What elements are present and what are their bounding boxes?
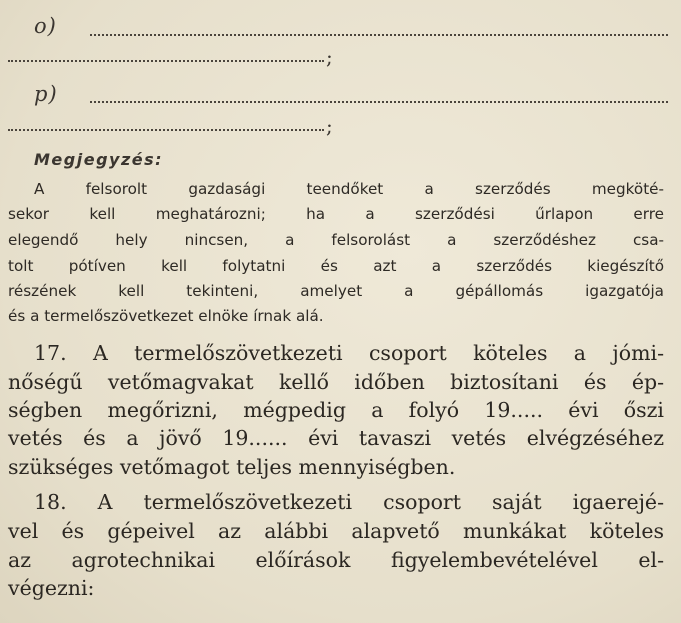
fill-line-p	[34, 82, 58, 106]
dotted-line	[90, 34, 668, 36]
paragraph-18-line: 18. A termelőszövetkezeti csoport saját igaerejé-	[34, 490, 664, 514]
dotted-line	[8, 129, 324, 131]
dotted-line	[90, 101, 668, 103]
paragraph-17-line: szükséges vetőmagot teljes mennyiségben.	[8, 455, 456, 479]
dotted-line	[8, 60, 324, 62]
note-line: sekor kell meghatározni; ha a szerződési űrlapon erre	[8, 205, 664, 223]
fill-label-o: o)	[34, 14, 57, 38]
note-line: tolt pótíven kell folytatni és azt a szerződés kiegészítő	[8, 257, 664, 275]
paragraph-18-line: végezni:	[8, 576, 95, 600]
paragraph-18-line: az agrotechnikai előírások figyelembevételével el-	[8, 548, 664, 572]
fill-end-p: ;	[326, 114, 333, 138]
fill-line-o	[34, 14, 57, 38]
note-title: Megjegyzés:	[34, 150, 164, 169]
paragraph-17-line: nőségű vetőmagvakat kellő időben biztosítani és ép-	[8, 370, 664, 394]
note-line: elegendő hely nincsen, a felsorolást a szerződéshez csa-	[8, 231, 664, 249]
paragraph-18-line: vel és gépeivel az alábbi alapvető munkákat köteles	[8, 519, 664, 543]
note-line: részének kell tekinteni, amelyet a gépállomás igazgatója	[8, 282, 664, 300]
paragraph-17-line: vetés és a jövő 19...... évi tavaszi vetés elvégzéséhez	[8, 426, 664, 450]
fill-label-p: p)	[34, 82, 58, 106]
fill-end-o: ;	[326, 45, 333, 69]
paragraph-17-line: 17. A termelőszövetkezeti csoport köteles a jómi-	[34, 341, 664, 365]
paragraph-17-line: ségben megőrizni, mégpedig a folyó 19..... évi őszi	[8, 398, 664, 422]
note-line: A felsorolt gazdasági teendőket a szerződés megköté-	[34, 180, 664, 198]
note-line: és a termelőszövetkezet elnöke írnak alá.	[8, 307, 324, 325]
